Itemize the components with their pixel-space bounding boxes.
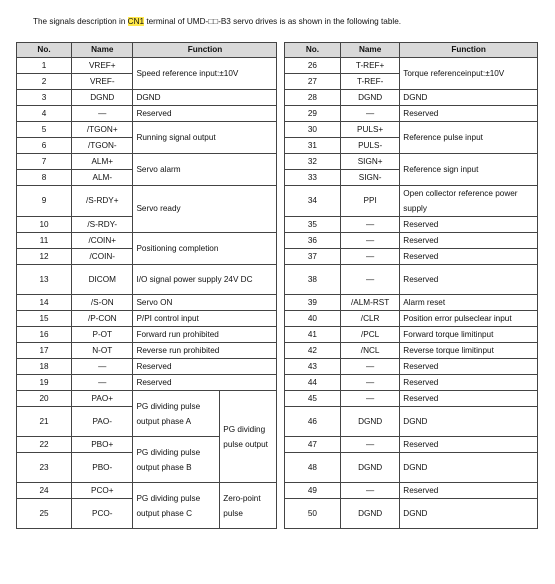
signal-name: N-OT [72,343,133,359]
signal-function: Reserved [400,233,538,249]
pin-number: 21 [17,407,72,437]
pin-number: 37 [284,249,340,265]
signal-name: PAO+ [72,391,133,407]
signal-name: ALM- [72,170,133,186]
pin-number: 39 [284,295,340,311]
header-no: No. [284,43,340,58]
pin-number: 48 [284,453,340,483]
signal-name: VREF+ [72,58,133,74]
signal-name: DGND [340,90,399,106]
pin-number: 24 [17,483,72,499]
table-row [17,217,538,233]
signal-function: Reference pulse input [400,122,538,154]
table-row [17,483,538,499]
pin-number: 9 [17,186,72,217]
pin-number: 23 [17,453,72,483]
signal-function: Position error pulseclear input [400,311,538,327]
pin-number: 29 [284,106,340,122]
intro-text [33,17,401,26]
signal-function: Open collector reference power supply [400,186,538,217]
pin-number: 43 [284,359,340,375]
signal-function: Reserved [133,106,277,122]
table-row [17,499,538,529]
pin-number: 31 [284,138,340,154]
signal-function: Servo alarm [133,154,277,186]
signal-function: Servo ready [133,186,277,233]
pin-number: 5 [17,122,72,138]
signal-function: DGND [400,90,538,106]
signal-function: Reserved [400,391,538,407]
pin-number: 33 [284,170,340,186]
signal-function-group: Zero-point pulse [220,483,277,529]
signal-name: /NCL [340,343,399,359]
header-no: No. [17,43,72,58]
signal-name: T-REF- [340,74,399,90]
signal-name: PULS- [340,138,399,154]
table-row [17,407,538,437]
signal-name: /COIN- [72,249,133,265]
pin-number: 6 [17,138,72,154]
table-row [17,327,538,343]
pin-number: 46 [284,407,340,437]
signal-function: P/PI control input [133,311,277,327]
pin-number: 12 [17,249,72,265]
signal-function: Reserved [400,375,538,391]
signal-function: Reserved [133,375,277,391]
signal-name: /PCL [340,327,399,343]
pin-number: 38 [284,265,340,295]
pin-number: 45 [284,391,340,407]
signal-name: /COIN+ [72,233,133,249]
signal-function: Positioning completion [133,233,277,265]
pin-number: 32 [284,154,340,170]
signal-name: — [340,233,399,249]
signal-name: /CLR [340,311,399,327]
table-row [17,186,538,217]
signal-function: Speed reference input:±10V [133,58,277,90]
signal-name: — [340,375,399,391]
pin-number: 27 [284,74,340,90]
table-row [17,391,538,407]
pin-number: 11 [17,233,72,249]
signal-function: Forward torque limitinput [400,327,538,343]
pin-number: 40 [284,311,340,327]
signal-name: /S-RDY- [72,217,133,233]
signal-function: Alarm reset [400,295,538,311]
signal-function: DGND [400,453,538,483]
signal-function: PG dividing pulse output phase B [133,437,220,483]
pin-number: 36 [284,233,340,249]
signal-function: DGND [400,407,538,437]
signal-function: Reserved [400,265,538,295]
signals-table [16,42,538,529]
signal-function: DGND [133,90,277,106]
pin-number: 26 [284,58,340,74]
signal-function-group: PG dividing pulse output [220,391,277,483]
signal-name: DGND [340,453,399,483]
pin-number: 34 [284,186,340,217]
signal-name: P-OT [72,327,133,343]
pin-number: 1 [17,58,72,74]
signal-name: PCO+ [72,483,133,499]
signal-name: /P-CON [72,311,133,327]
table-row [17,311,538,327]
signal-name: — [340,483,399,499]
signal-name: — [340,249,399,265]
pin-number: 10 [17,217,72,233]
signal-name: PAO- [72,407,133,437]
intro-after: terminal of UMD-□□-B3 servo drives is as shown in the following table. [144,17,402,26]
signal-function: Reference sign input [400,154,538,186]
table-row [17,249,538,265]
signal-function: Reserved [400,437,538,453]
signal-function: Servo ON [133,295,277,311]
signal-function: Reserved [400,217,538,233]
signal-function: Torque referenceinput:±10V [400,58,538,90]
pin-number: 4 [17,106,72,122]
signal-name: T-REF+ [340,58,399,74]
signal-name: — [340,359,399,375]
signal-function: Reserved [400,106,538,122]
signal-name: /S-RDY+ [72,186,133,217]
signal-name: — [72,375,133,391]
pin-number: 19 [17,375,72,391]
header-name: Name [72,43,133,58]
table-row [17,437,538,453]
signal-name: DGND [340,499,399,529]
table-header-row [17,43,538,58]
pin-number: 49 [284,483,340,499]
pin-number: 28 [284,90,340,106]
table-row [17,375,538,391]
pin-number: 8 [17,170,72,186]
signal-name: PBO+ [72,437,133,453]
table-row [17,122,538,138]
header-name: Name [340,43,399,58]
pin-number: 3 [17,90,72,106]
signal-name: DGND [72,90,133,106]
pin-number: 47 [284,437,340,453]
signal-function: Forward run prohibited [133,327,277,343]
signal-name: ALM+ [72,154,133,170]
signal-name: SIGN+ [340,154,399,170]
header-function: Function [133,43,277,58]
signal-function: PG dividing pulse output phase A [133,391,220,437]
signal-function: Reserved [133,359,277,375]
pin-number: 20 [17,391,72,407]
signal-function: DGND [400,499,538,529]
table-row [17,359,538,375]
signal-function: I/O signal power supply 24V DC [133,265,277,295]
signal-name: — [340,106,399,122]
pin-number: 42 [284,343,340,359]
signal-function: Running signal output [133,122,277,154]
table-row [17,453,538,483]
signal-name: /S-ON [72,295,133,311]
intro-highlight: CN1 [127,17,145,26]
table-row [17,265,538,295]
pin-number: 44 [284,375,340,391]
pin-number: 18 [17,359,72,375]
signal-name: /TGON- [72,138,133,154]
pin-number: 2 [17,74,72,90]
signal-name: /ALM-RST [340,295,399,311]
signal-name: PULS+ [340,122,399,138]
signal-name: DGND [340,407,399,437]
signal-name: PBO- [72,453,133,483]
signal-function: Reserved [400,359,538,375]
signal-name: DICOM [72,265,133,295]
intro-before: The signals description in [33,17,128,26]
pin-number: 35 [284,217,340,233]
signal-function: Reverse run prohibited [133,343,277,359]
signal-name: SIGN- [340,170,399,186]
table-row [17,90,538,106]
pin-number: 14 [17,295,72,311]
signal-name: — [72,106,133,122]
pin-number: 7 [17,154,72,170]
pin-number: 13 [17,265,72,295]
table-row [17,343,538,359]
header-function: Function [400,43,538,58]
signal-function: PG dividing pulse output phase C [133,483,220,529]
signal-function: Reserved [400,483,538,499]
table-row [17,154,538,170]
signal-name: PCO- [72,499,133,529]
pin-number: 25 [17,499,72,529]
table-row [17,58,538,74]
table-row [17,106,538,122]
pin-number: 17 [17,343,72,359]
pin-number: 41 [284,327,340,343]
signal-name: — [340,217,399,233]
signal-name: PPI [340,186,399,217]
signal-name: VREF- [72,74,133,90]
table-row [17,295,538,311]
signal-name: — [340,437,399,453]
signal-function: Reverse torque limitinput [400,343,538,359]
signal-name: — [340,391,399,407]
signal-name: /TGON+ [72,122,133,138]
pin-number: 30 [284,122,340,138]
pin-number: 22 [17,437,72,453]
pin-number: 15 [17,311,72,327]
table-row [17,233,538,249]
pin-number: 50 [284,499,340,529]
signal-name: — [340,265,399,295]
signal-function: Reserved [400,249,538,265]
signal-name: — [72,359,133,375]
pin-number: 16 [17,327,72,343]
